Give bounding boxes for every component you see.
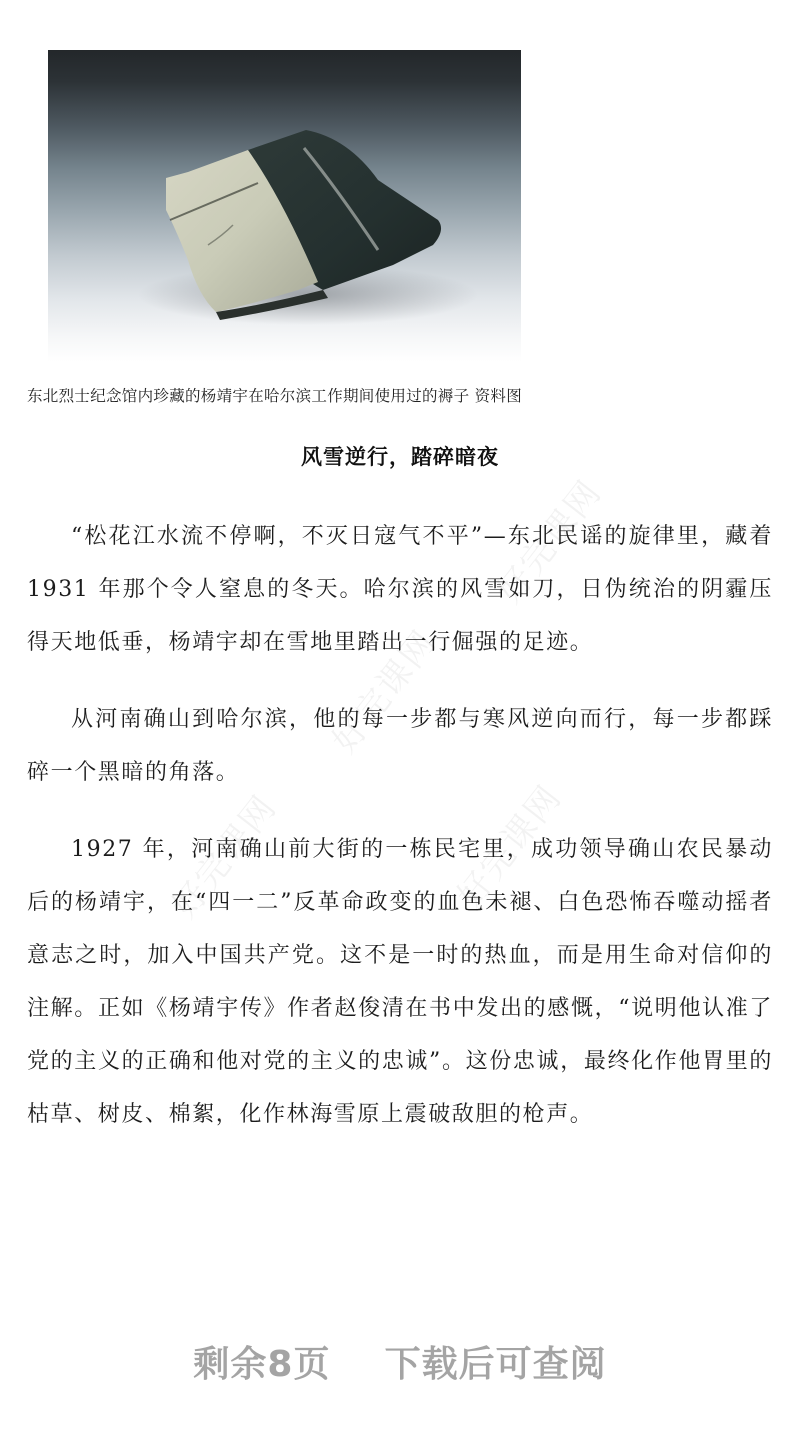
paragraph-1 <box>27 510 773 669</box>
paragraph-text: “松花江水流不停啊，不灭日寇气不平”—东北民谣的旋律里，藏着 1931 年那个令人窒息的冬天。哈尔滨的风雪如刀，日伪统治的阴霾压得天地低垂，杨靖宇却在雪地里踏出一行倔强的足迹。 <box>27 524 773 655</box>
watermark: 好完课网 <box>324 622 445 761</box>
paragraph-text: 从河南确山到哈尔滨，他的每一步都与寒风逆向而行，每一步都踩碎一个黑暗的角落。 <box>27 707 773 785</box>
paragraph-text: 1927 年，河南确山前大街的一栋民宅里，成功领导确山农民暴动后的杨靖宇，在“四一二”反革命政变的血色未褪、白色恐怖吞噬动摇者意志之时，加入中国共产党。这不是一时的热血，而是用生命对信仰的注解。正如《杨靖宇传》作者赵俊清在书中发出的感慨，“说明他认准了党的主义的正确和他对党的主义的忠诚”。这份忠诚，最终化作他胃里的枯草、树皮、棉絮，化作林海雪原上震破敌胆的枪声。 <box>27 837 773 1127</box>
blanket-illustration <box>48 50 521 362</box>
artifact-photo <box>48 50 521 362</box>
section-title: 风雪逆行，踏碎暗夜 <box>301 445 499 469</box>
remaining-pages-download-prompt[interactable]: 剩余8页 下载后可查阅 <box>193 1344 607 1385</box>
paragraph-2 <box>27 693 773 799</box>
watermark: 好完课网 <box>449 777 570 916</box>
paragraph-3 <box>27 823 773 1141</box>
watermark: 好完课网 <box>489 472 610 611</box>
watermark: 好完课网 <box>164 787 285 926</box>
photo-caption: 东北烈士纪念馆内珍藏的杨靖宇在哈尔滨工作期间使用过的褥子 资料图 <box>27 387 523 405</box>
